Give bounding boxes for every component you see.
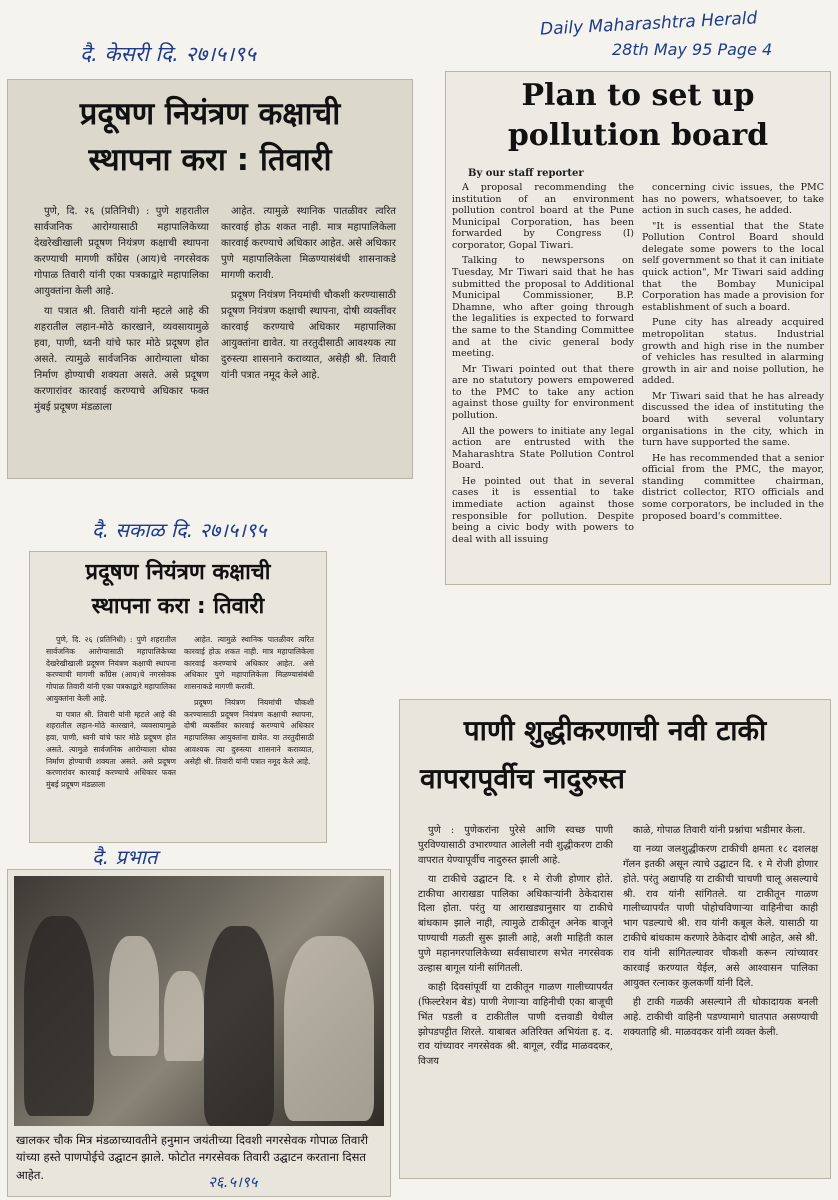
herald-paragraph: "It is essential that the State Pollution Control Board should delegate some powers to the local self government so that it can initiate quick action", Mr Tiwari said adding that the Bombay Municipal Corporation has made a provision for establishment of such a board. [642,220,824,313]
sakal-paragraph: या पत्रात श्री. तिवारी यांनी म्हटले आहे की शहरातील लहान-मोठे कारखाने, व्यवसायामुळे हवा, पाणी, ध्वनी यांचे फार मोठे प्रदूषण होत असते. त्यामुळे सार्वजनिक आरोग्याला धोका निर्माण होण्याची शक्यता असते. असे प्रदूषण करणारांवर कारवाई करण्याचे अधिकार फक्त मुंबई प्रदूषण मंडळाला [46,709,176,790]
herald-column-2 [642,182,824,549]
kesari-column-2 [221,204,396,420]
sakal-body [46,634,314,795]
kesari-headline-line1: प्रदूषण नियंत्रण कक्षाची [79,96,341,132]
clipping-prabhat [8,870,390,1196]
sakal-paragraph: पुणे, दि. २६ (प्रतिनिधी) : पुणे शहरातील सार्वजनिक आरोग्यासाठी महापालिकेच्या देखरेखीखाली प्रदूषण नियंत्रण कक्षाची स्थापना करण्याची मागणी काँग्रेस (आय)चे नगरसेवक गोपाळ तिवारी यांनी एका पत्रकाद्वारे महापालिका आयुक्तांना केली आहे. [46,635,176,703]
water-paragraph: काही दिवसांपूर्वी या टाकीतून गाळण गालीच्यापर्यंत (फिल्टरेशन बेड) पाणी नेणाऱ्या वाहिनीची एका बाजूची भिंत पडली व टाकीतील पाणी दत्तवाडी येथील झोपडपट्टीत शिरले. याबाबत अतिरिक्त अभियंता ह. द. राव यांच्यावर नगरसेवक श्री. बागूल, रवींद्र माळवदकर, विजय [418,981,613,1068]
ceremony-photo [14,876,384,1126]
handwritten-herald-note-line2: 28th May 95 Page 4 [612,40,773,59]
sakal-headline-line1: प्रदूषण नियंत्रण कक्षाची [85,560,271,585]
kesari-body [34,204,396,420]
photo-figure [164,971,204,1061]
water-paragraph: ही टाकी गळकी असल्याने ती धोकादायक बनली आहे. टाकीची वाहिनी पडण्यामागे घातपात असण्याची शक्यताहि श्री. माळवदकर यांनी व्यक्त केली. [623,996,818,1038]
sakal-paragraph: प्रदूषण नियंत्रण नियमांची चौकशी करण्यासाठी प्रदूषण नियंत्रण कक्षाची स्थापना, दोषी व्यक्तींवर कारवाई करण्याचे अधिकार महापालिका आयुक्तांना द्यावेत. या तरतुदीसाठी आवश्यक त्या दुरुस्त्या शासनाने कराव्यात, असेही श्री. तिवारी यांनी पत्रात नमूद केले आहे. [184,697,314,766]
water-headline-line1: पाणी शुद्धीकरणाची नवी टाकी [463,714,767,747]
kesari-paragraph: प्रदूषण नियंत्रण नियमांची चौकशी करण्यासाठी प्रदूषण नियंत्रण कक्षाची स्थापना, दोषी व्यक्तींवर कारवाई करण्याचे अधिकार महापालिका आयुक्तांना द्यावेत. या तरतुदीसाठी आवश्यक त्या दुरुस्त्या शासनाने कराव्यात, असेही श्री. तिवारी यांनी पत्रात नमूद केले आहे. [221,290,396,381]
herald-paragraph: Mr Tiwari pointed out that there are no statutory powers empowered to the PMC to take any action against those guilty for environment pollution. [452,363,634,421]
water-paragraph: या टाकीचे उद्घाटन दि. १ मे रोजी होणार होते. टाकीचा आराखडा पालिका अधिकाऱ्यांनी ठेकेदारास दिला होता. परंतु या आराखड्यानुसार या टाकीचे बांधकाम झाले नाही, त्यामुळे टाकीतून अनेक बाजूने पाण्याची गळती सुरू झाली आहे, अशी माहिती काल पुणे महानगरपालिकेच्या सर्वसाधारण सभेत नगरसेवक उल्हास बागूल यांनी सांगितली. [418,873,613,975]
clipping-water-tank [400,700,830,1178]
kesari-headline-line2: स्थापना करा : तिवारी [88,142,332,178]
water-paragraph: पुणे : पुणेकरांना पुरेसे आणि स्वच्छ पाणी पुरविण्यासाठी उभारण्यात आलेली नवी शुद्धीकरण टाकी वापरात येण्यापूर्वीच नादुरुस्त झाली आहे. [418,825,613,866]
handwritten-kesari-note: दै. केसरी दि. २७।५।९५ [80,42,256,66]
herald-paragraph: Talking to newspersons on Tuesday, Mr Tiwari said that he has submitted the proposal to Additional Municipal Commissioner, B.P. Dhamne, who after going through the legalities is expected to forward the same to the Standing Committee and at the civic general body meeting. [452,255,634,360]
herald-body [452,182,824,549]
handwritten-sakal-note: दै. सकाळ दि. २७।५।९५ [92,518,267,542]
clipping-sakal [30,552,326,842]
herald-byline: By our staff reporter [468,168,584,179]
photo-figure [204,926,274,1126]
water-column-2 [623,824,818,1074]
sakal-paragraph: आहेत. त्यामुळे स्थानिक पातळीवर त्वरित कारवाई होऊ शकत नाही. मात्र महापालिकेला कारवाई करण्याचे अधिकार आहेत. असे अधिकार पुणे महापालिकेला मिळण्यासंबंधी शासनाकडे मागणी करावी. [184,635,314,692]
water-paragraph: या नव्या जलशुद्धीकरण टाकीची क्षमता १८ दशलक्ष गॅलन इतकी असून त्याचे उद्घाटन दि. १ मे रोजी होणार होते. परंतु अद्यापहि या टाकीची चाचणी चालू असल्याचे श्री. राव यांनी सांगितले. या टाकीतून गाळण गालीच्यापर्यंत पाणी पोहोचविणाऱ्या वाहिनीचा काही भाग पडल्याचे श्री. राव यांनी कबूल केले. यासाठी या टाकीचे बांधकाम करणारे ठेकेदार दोषी आहेत, असे श्री. राव यांनी सांगितल्यावर चौकशी करून त्यांच्यावर कारवाई करण्यात येईल, असे आश्वासन पालिका आयुक्त रत्नाकर कुलकर्णी यांनी दिले. [623,843,818,989]
water-body [418,824,818,1074]
photo-figure [24,916,94,1116]
sakal-column-2 [184,634,314,795]
water-headline-line2: वापरापूर्वीच नादुरुस्त [420,762,625,795]
herald-column-1 [452,182,634,549]
herald-paragraph: Pune city has already acquired metropolitan status. Industrial growth and high rise in the number of vehicles has resulted in alarming growth in air and noise pollution, he added. [642,317,824,387]
handwritten-herald-note-line1: Daily Maharashtra Herald [539,8,758,40]
sakal-column-1 [46,634,176,795]
herald-paragraph: concerning civic issues, the PMC has no powers, whatsoever, to take action in such cases, he added. [642,182,824,217]
herald-paragraph: A proposal recommending the institution of an environment pollution control board at the Pune Municipal Corporation, has been forwarded by Congress (I) corporator, Gopal Tiwari. [452,182,634,251]
kesari-paragraph: पुणे, दि. २६ (प्रतिनिधी) : पुणे शहरातील सार्वजनिक आरोग्यासाठी महापालिकेच्या देखरेखीखाली प्रदूषण नियंत्रण कक्षाची स्थापना करण्याची मागणी काँग्रेस (आय)चे नगरसेवक गोपाळ तिवारी यांनी एका पत्रकाद्वारे महापालिका आयुक्तांना केली आहे. [34,206,209,297]
herald-paragraph: Mr Tiwari said that he has already discussed the idea of instituting the board with several voluntary organisations in the city, which in turn have supported the same. [642,390,824,449]
kesari-paragraph: या पत्रात श्री. तिवारी यांनी म्हटले आहे की शहरातील लहान-मोठे कारखाने, व्यवसायामुळे हवा, पाणी, ध्वनी यांचे फार मोठे प्रदूषण होत असते. त्यामुळे सार्वजनिक आरोग्याला धोका निर्माण होण्याची शक्यता असते. असे प्रदूषण करणारांवर कारवाई करण्याचे अधिकार फक्त मुंबई प्रदूषण मंडळाला [34,306,209,413]
clipping-kesari [8,80,412,478]
photo-caption: खालकर चौक मित्र मंडळाच्यावतीने हनुमान जयंतीच्या दिवशी नगरसेवक गोपाळ तिवारी यांच्या हस्ते पाणपोईचे उद्घाटन झाले. फोटोत नगरसेवक तिवारी उद्घाटन करताना दिसत आहेत. [16,1133,368,1182]
handwritten-photo-date: २६.५।९५ [208,1173,258,1191]
photo-figure [284,936,374,1121]
herald-paragraph: He has recommended that a senior official from the PMC, the mayor, standing committee chairman, district collector, RTO officials and some corporators, be included in the proposed board's committee. [642,452,824,522]
photo-figure [109,936,159,1056]
handwritten-prabhat-note: दै. प्रभात [92,845,158,869]
water-column-1 [418,824,613,1074]
kesari-paragraph: आहेत. त्यामुळे स्थानिक पातळीवर त्वरित कारवाई होऊ शकत नाही. मात्र महापालिकेला कारवाई करण्याचे अधिकार आहेत. असे अधिकार पुणे महापालिकेला मिळण्यासंबंधी शासनाकडे मागणी करावी. [221,206,396,281]
clipping-herald [446,72,830,584]
water-paragraph: काळे, गोपाळ तिवारी यांनी प्रश्नांचा भडीमार केला. [633,825,806,836]
herald-headline-line2: pollution board [507,118,769,153]
kesari-column-1 [34,204,209,420]
sakal-headline-line2: स्थापना करा : तिवारी [91,594,265,619]
herald-headline-line1: Plan to set up [521,78,755,113]
herald-paragraph: He pointed out that in several cases it is essential to take immediate action against those responsible for pollution. Despite being a civic body with powers to deal with all issuing [452,475,634,545]
herald-paragraph: All the powers to initiate any legal action are entrusted with the Maharashtra State Pollution Control Board. [452,425,634,472]
